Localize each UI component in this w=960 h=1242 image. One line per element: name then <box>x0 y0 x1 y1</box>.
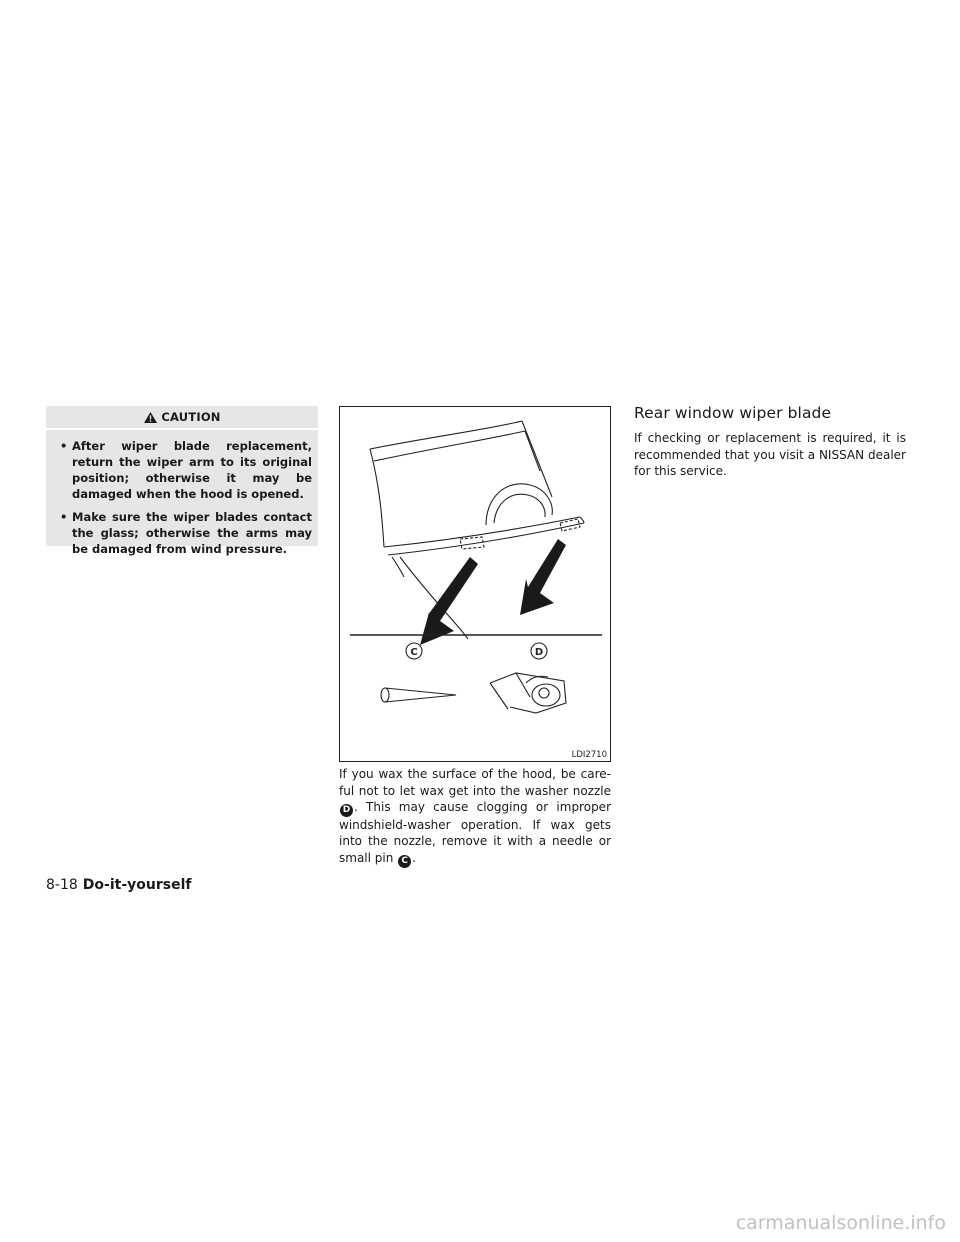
warning-triangle-icon <box>143 411 158 424</box>
wax-text-part1: If you wax the surface of the hood, be care-ful not to let wax get into the washer nozzle <box>339 767 611 798</box>
rear-wiper-title: Rear window wiper blade <box>634 404 832 422</box>
caution-box <box>46 406 318 556</box>
page-footer <box>46 877 191 893</box>
section-name: Do-it-yourself <box>82 877 192 893</box>
figure-code: LDI2710 <box>571 750 607 760</box>
label-c: C <box>410 647 418 658</box>
ref-c-icon: C <box>398 855 411 868</box>
caution-header <box>46 406 318 430</box>
wax-paragraph <box>339 766 611 868</box>
washer-nozzle-illustration <box>339 406 611 762</box>
caution-item: • After wiper blade replacement, return the wiper arm to its original position; otherwise it may be damaged when the hood is opened. <box>60 438 312 502</box>
caution-item: • Make sure the wiper blades contact the glass; otherwise the arms may be damaged from wind pressure. <box>60 509 312 557</box>
wax-text-part2: . This may cause clogging or improper windshield-washer operation. If wax gets into the nozzle, remove it with a needle or small pin <box>339 800 611 865</box>
page-number: 8-18 <box>46 877 78 893</box>
caution-heading: CAUTION <box>161 410 221 424</box>
hood-nozzle-drawing <box>340 407 612 763</box>
label-d: D <box>534 647 544 658</box>
wax-text-part3: . <box>412 850 416 865</box>
caution-list <box>46 430 318 557</box>
rear-wiper-text: If checking or replacement is required, it is recommended that you visit a NISSAN dealer for this service. <box>634 431 906 478</box>
ref-d-icon: D <box>340 804 353 817</box>
watermark: carmanualsonline.info <box>735 1212 946 1234</box>
